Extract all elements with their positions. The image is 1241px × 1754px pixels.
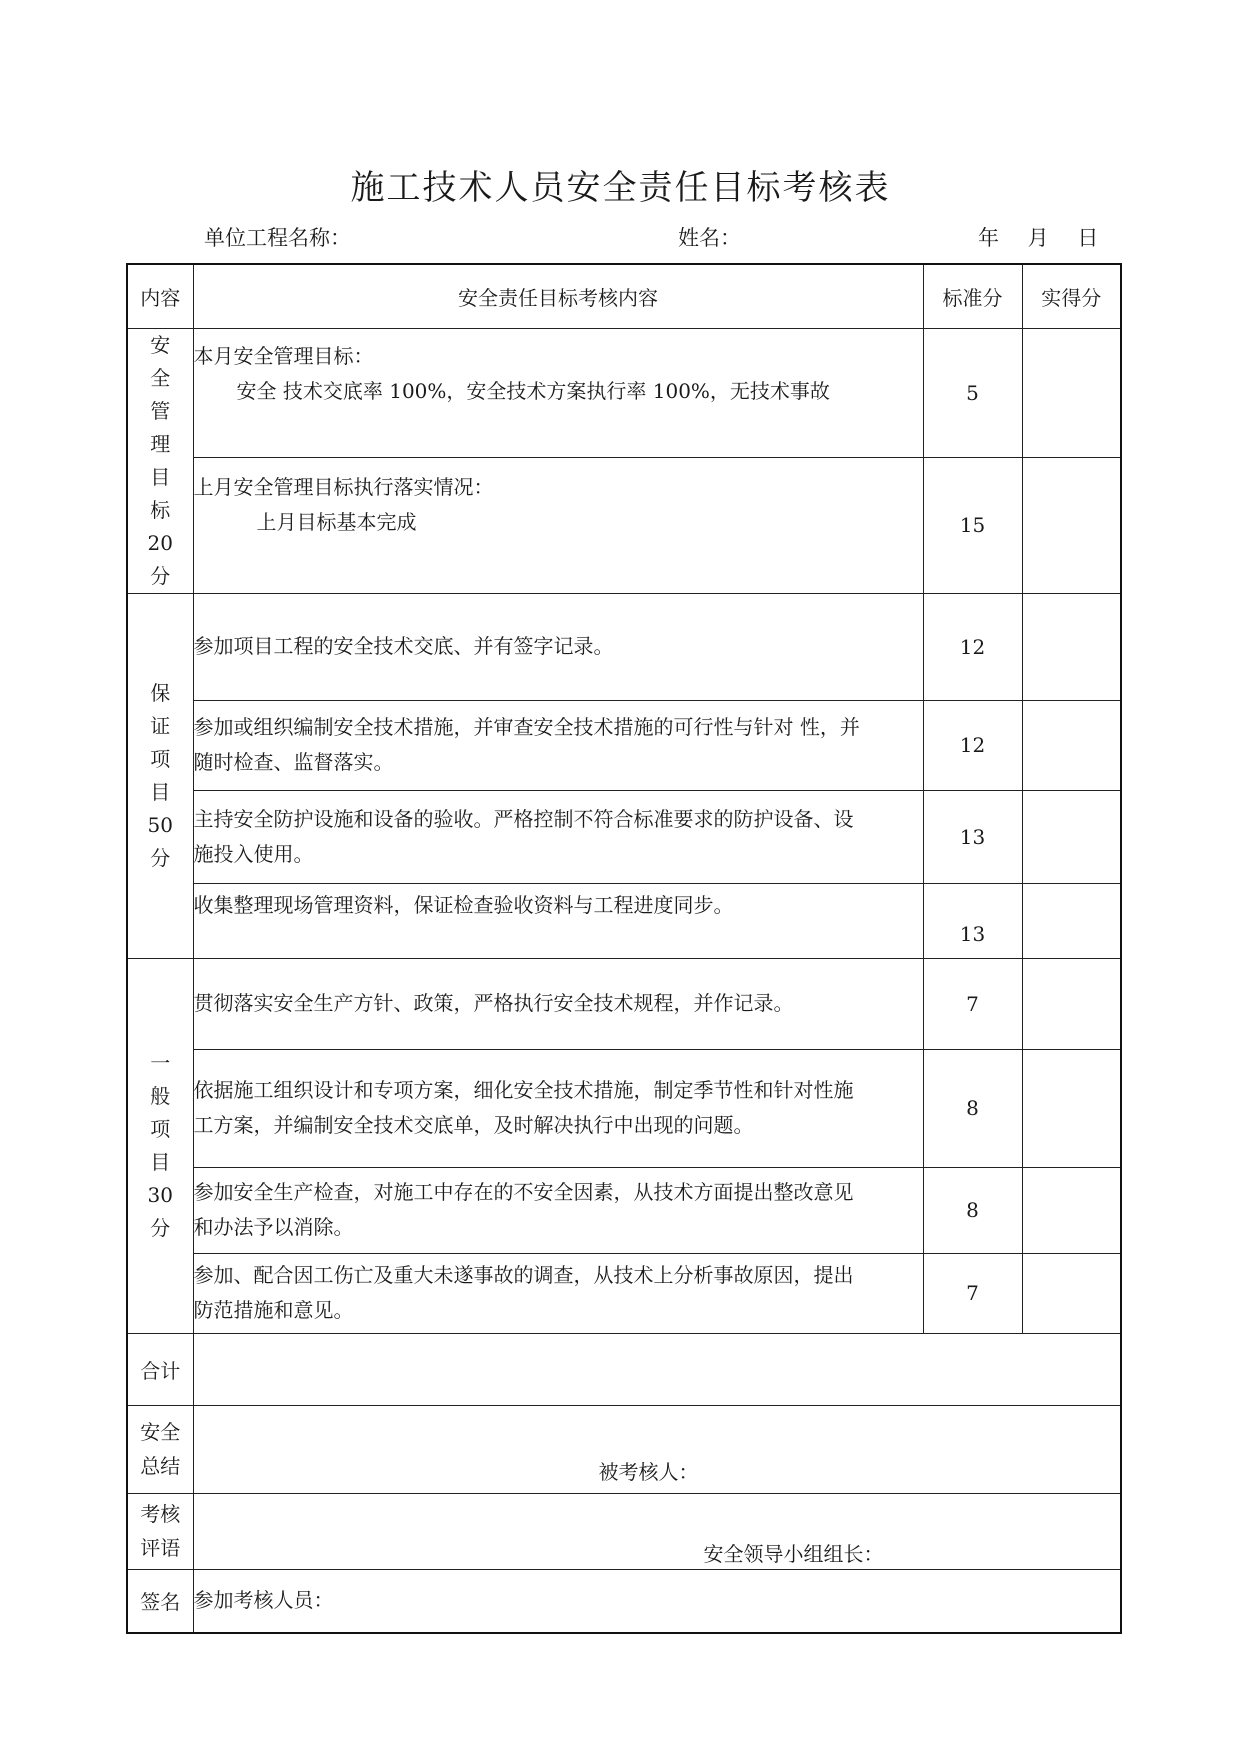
- sign-content[interactable]: 参加考核人员：: [193, 1569, 1121, 1633]
- review-cell[interactable]: [193, 1493, 1121, 1569]
- document-title: 施工技术人员安全责任目标考核表: [350, 168, 891, 208]
- table-row: [127, 328, 1121, 457]
- standard-score: 13: [923, 790, 1022, 883]
- unit-project-name-label: 单位工程名称：: [204, 226, 351, 250]
- total-value-cell[interactable]: [193, 1333, 1121, 1405]
- summary-row: [127, 1405, 1121, 1493]
- row-content: 主持安全防护设施和设备的验收。严格控制不符合标准要求的防护设备、设 施投入使用。: [193, 790, 923, 883]
- review-signer-label: 安全领导小组组长：: [703, 1541, 884, 1566]
- table-row: [127, 1253, 1121, 1333]
- header-actual-score: 实得分: [1022, 264, 1121, 328]
- row-content: 收集整理现场管理资料，保证检查验收资料与工程进度同步。: [193, 883, 923, 958]
- table-row: [127, 1167, 1121, 1253]
- standard-score: 15: [923, 457, 1022, 593]
- table-row: [127, 593, 1121, 700]
- sign-row: [127, 1569, 1121, 1633]
- actual-score-cell[interactable]: [1022, 1253, 1121, 1333]
- review-row: [127, 1493, 1121, 1569]
- standard-score: 8: [923, 1049, 1022, 1167]
- category-safety-management: 安 全 管 理 目 标 20 分: [127, 328, 193, 593]
- table-row: [127, 457, 1121, 593]
- header-standard-score: 标准分: [923, 264, 1022, 328]
- actual-score-cell[interactable]: [1022, 1167, 1121, 1253]
- category-general-items: 一 般 项 目 30 分: [127, 958, 193, 1333]
- actual-score-cell[interactable]: [1022, 593, 1121, 700]
- actual-score-cell[interactable]: [1022, 1049, 1121, 1167]
- date-label: 年 月 日: [978, 226, 1099, 250]
- standard-score: 7: [923, 1253, 1022, 1333]
- total-row: [127, 1333, 1121, 1405]
- actual-score-cell[interactable]: [1022, 790, 1121, 883]
- row-content: 参加安全生产检查，对施工中存在的不安全因素，从技术方面提出整改意见 和办法予以消除。: [193, 1167, 923, 1253]
- actual-score-cell[interactable]: [1022, 958, 1121, 1049]
- table-row: [127, 883, 1121, 958]
- row-content: 本月安全管理目标： 安全 技术交底率 100%，安全技术方案执行率 100%，无技术事故: [193, 328, 923, 457]
- actual-score-cell[interactable]: [1022, 328, 1121, 457]
- assessment-table: [126, 263, 1122, 1634]
- row-content: 贯彻落实安全生产方针、政策，严格执行安全技术规程，并作记录。: [193, 958, 923, 1049]
- sign-label: 签名: [127, 1569, 193, 1633]
- total-label: 合计: [127, 1333, 193, 1405]
- standard-score: 7: [923, 958, 1022, 1049]
- table-row: [127, 700, 1121, 790]
- table-row: [127, 958, 1121, 1049]
- table-row: [127, 1049, 1121, 1167]
- row-content: 参加、配合因工伤亡及重大未遂事故的调查，从技术上分析事故原因，提出 防范措施和意见。: [193, 1253, 923, 1333]
- standard-score: 13: [923, 883, 1022, 958]
- table-row: [127, 790, 1121, 883]
- standard-score: 12: [923, 593, 1022, 700]
- actual-score-cell[interactable]: [1022, 883, 1121, 958]
- summary-label: 安全 总结: [127, 1405, 193, 1493]
- category-guaranteed-items: 保 证 项 目 50 分: [127, 593, 193, 958]
- summary-signer-label: 被考核人：: [598, 1459, 699, 1484]
- header-category: 内容: [127, 264, 193, 328]
- standard-score: 5: [923, 328, 1022, 457]
- actual-score-cell[interactable]: [1022, 457, 1121, 593]
- standard-score: 12: [923, 700, 1022, 790]
- name-label: 姓名：: [678, 226, 741, 250]
- review-label: 考核 评语: [127, 1493, 193, 1569]
- standard-score: 8: [923, 1167, 1022, 1253]
- row-content: 参加项目工程的安全技术交底、并有签字记录。: [193, 593, 923, 700]
- header-content: 安全责任目标考核内容: [193, 264, 923, 328]
- actual-score-cell[interactable]: [1022, 700, 1121, 790]
- row-content: 依据施工组织设计和专项方案，细化安全技术措施，制定季节性和针对性施 工方案，并编制安全技术交底单，及时解决执行中出现的问题。: [193, 1049, 923, 1167]
- table-header-row: [127, 264, 1121, 328]
- row-content: 参加或组织编制安全技术措施，并审查安全技术措施的可行性与针对 性，并 随时检查、监督落实。: [193, 700, 923, 790]
- summary-cell[interactable]: [193, 1405, 1121, 1493]
- row-content: 上月安全管理目标执行落实情况： 上月目标基本完成: [193, 457, 923, 593]
